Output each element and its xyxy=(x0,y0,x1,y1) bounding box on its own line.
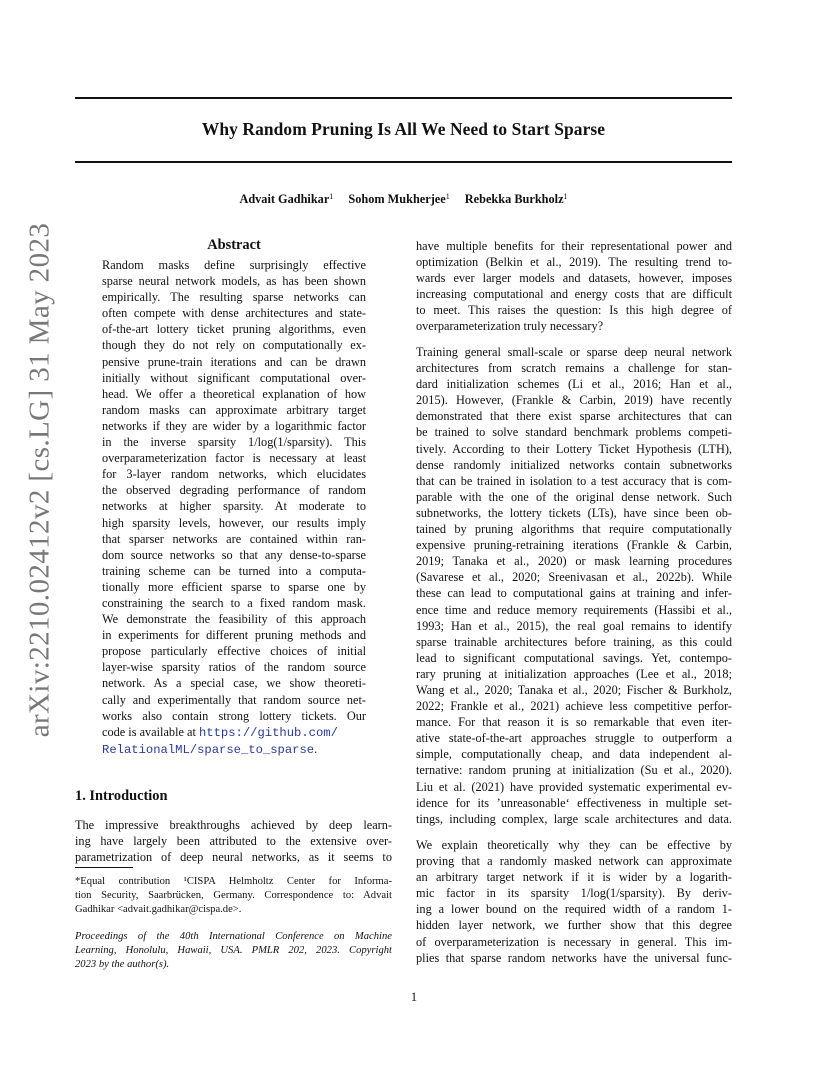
abstract-line: of-the-art lottery ticket pruning algorithms, even xyxy=(102,322,366,337)
abstract-line: in the inverse sparsity 1/log(1/sparsity). This xyxy=(102,435,366,450)
abstract-body xyxy=(102,257,366,758)
abstract-line: dom source networks so that any dense-to-sparse xyxy=(102,547,366,562)
author-name: Sohom Mukherjee xyxy=(348,192,446,206)
body-line: of overparameterization is necessary in general. This im- xyxy=(416,934,732,949)
paper-title: Why Random Pruning Is All We Need to Start Sparse xyxy=(201,119,606,139)
body-line: tively. According to their Lottery Ticket Hypothesis (LTH), xyxy=(416,441,732,456)
abstract-line: layer-wise sparsity ratios of the random source xyxy=(102,660,366,675)
body-line: Training general small-scale or sparse deep neural network xyxy=(416,345,732,359)
body-line: tings, including complex, large scale architectures and data. xyxy=(416,811,732,826)
arxiv-identifier: arXiv:2210.02412v2 [cs.LG] 31 May 2023 xyxy=(23,222,56,738)
abstract-line: though they do not rely on computationally ex- xyxy=(102,338,366,353)
abstract-line: random masks can approximate arbitrary target xyxy=(102,402,366,417)
proceedings-note xyxy=(75,930,392,971)
footnote-affiliations xyxy=(75,875,392,916)
introduction-body xyxy=(75,817,392,865)
abstract-line: tionally more efficient sparse to sparse one by xyxy=(102,579,366,594)
body-line: hidden layer network, we further show that this degree xyxy=(416,918,732,933)
body-line: rary pruning at initialization approaches (Lee et al., 2018; xyxy=(416,666,732,681)
abstract-line: overparameterization factor is necessary at least xyxy=(102,451,366,466)
body-line: Liu et al. (2021) have provided systematic experimental ev- xyxy=(416,779,732,794)
body-line: 2015). However, (Frankle & Carbin, 2019) have recently xyxy=(416,393,732,408)
body-line: mance. For that reason it is so remarkable that even iter- xyxy=(416,715,732,730)
right-column-paragraph-2 xyxy=(416,344,732,827)
page-number: 1 xyxy=(410,990,418,1004)
abstract-line: often compete with dense architectures and state- xyxy=(102,306,366,321)
body-line: 1993; Han et al., 2015), the real goal remains to identify xyxy=(416,618,732,633)
abstract-line: We demonstrate the feasibility of this approach xyxy=(102,612,366,627)
abstract-heading: Abstract xyxy=(207,237,261,253)
right-column-paragraph-3 xyxy=(416,837,732,966)
body-line: demonstrated that there exist sparse architectures that can xyxy=(416,409,732,424)
section-heading-introduction: 1. Introduction xyxy=(75,788,168,804)
body-line: dard initialization schemes (Li et al., 2016; Han et al., xyxy=(416,377,732,392)
intro-line: parametrization of deep neural networks, as it seems to xyxy=(75,850,392,865)
abstract-line: sparse neural network models, as has been shown xyxy=(102,274,366,289)
body-line: ing a lower bound on the required width of a random 1- xyxy=(416,902,732,917)
body-line: idence for its ’unreasonable‘ effectiveness in multiple set- xyxy=(416,795,732,810)
body-line: architectures from scratch remains a challenge for stan- xyxy=(416,361,732,376)
body-line: ternative: random pruning at initialization (Su et al., 2020). xyxy=(416,763,732,778)
footnote-line: tion Security, Saarbrücken, Germany. Correspondence to: Advait xyxy=(75,889,392,901)
abstract-line: for 3-layer random networks, which elucidates xyxy=(102,467,366,482)
author-list xyxy=(75,192,732,207)
abstract-line: pensive prune-train iterations and can be drawn xyxy=(102,354,366,369)
body-line: be trained to solve standard benchmark problems competi- xyxy=(416,425,732,440)
author-affiliation: 1 xyxy=(329,192,334,201)
body-line: expensive pruning-retraining iterations (Frankle & Carbin, xyxy=(416,538,732,553)
abstract-line: high sparsity levels, however, our results imply xyxy=(102,515,366,530)
body-line: proving that a randomly masked network can approximate xyxy=(416,854,732,869)
body-line: wards ever larger models and datasets, however, imposes xyxy=(416,271,732,286)
proceedings-line: Learning, Honolulu, Hawaii, USA. PMLR 202, 2023. Copyright xyxy=(75,944,392,956)
author-name: Rebekka Burkholz xyxy=(464,192,564,206)
abstract-line: networks at higher sparsity. At moderate to xyxy=(102,499,366,514)
body-line: 2022; Frankle et al., 2021) achieve less competitive perfor- xyxy=(416,699,732,714)
abstract-line: initially without significant computational over- xyxy=(102,370,366,385)
abstract-url-line: RelationalML/sparse_to_sparse. xyxy=(102,741,318,757)
body-line: parable with the one of the original dense network. Such xyxy=(416,489,732,504)
author-name: Advait Gadhikar xyxy=(239,192,330,206)
body-line: ence time and reduce memory requirements (Hassibi et al., xyxy=(416,602,732,617)
body-line: We explain theoretically why they can be effective by xyxy=(416,838,732,852)
body-line: have multiple benefits for their representational power and xyxy=(416,239,732,253)
abstract-line: the observed degrading performance of random xyxy=(102,483,366,498)
body-line: Wang et al., 2020; Tanaka et al., 2020; Fischer & Burkholz, xyxy=(416,682,732,697)
abstract-line-with-url: code is available at https://github.com/ xyxy=(102,724,338,740)
abstract-line: propose particularly effective choices of initial xyxy=(102,644,366,659)
body-line: overparameterization truly necessary? xyxy=(416,319,604,334)
title-rule xyxy=(75,161,732,163)
intro-line: ing have largely been attributed to the extensive over- xyxy=(75,834,392,849)
abstract-line: network. As a special case, we show theoreti- xyxy=(102,676,366,691)
body-line: lead to significant computational savings. Yet, contempo- xyxy=(416,650,732,665)
proceedings-line: Proceedings of the 40th International Conference on Machine xyxy=(75,931,392,942)
abstract-line: constraining the search to a fixed random mask. xyxy=(102,595,366,610)
footnote-rule xyxy=(75,867,133,868)
body-line: subnetworks, the lottery tickets (LTs), have since been ob- xyxy=(416,505,732,520)
proceedings-line: 2023 by the author(s). xyxy=(75,958,170,970)
abstract-line: works also contain strong lottery tickets. Our xyxy=(102,708,366,723)
body-line: to meet. This raises the question: Is this high degree of xyxy=(416,303,732,318)
code-url-link-continued[interactable]: RelationalML/sparse_to_sparse xyxy=(102,742,315,757)
body-line: simple, computationally cheap, and data independent al- xyxy=(416,747,732,762)
top-rule xyxy=(75,97,732,99)
intro-line: The impressive breakthroughs achieved by deep learn- xyxy=(75,818,392,832)
footnote-line: *Equal contribution ¹CISPA Helmholtz Center for Informa- xyxy=(75,876,392,887)
author-affiliation: 1 xyxy=(445,192,450,201)
abstract-line: networks if they are wider by a logarithmic factor xyxy=(102,418,366,433)
body-line: increasing computational and energy costs that are difficult xyxy=(416,287,732,302)
body-line: an arbitrary target network if it is wider by a logarith- xyxy=(416,870,732,885)
author-affiliation: 1 xyxy=(563,192,568,201)
abstract-line: that sparser networks are contained within ran- xyxy=(102,531,366,546)
body-line: mic factor in its sparsity 1/log(1/sparsity). By deriv- xyxy=(416,886,732,901)
abstract-line: in experiments for different pruning methods and xyxy=(102,628,366,643)
body-line: that can be trained in isolation to a test accuracy that is com- xyxy=(416,473,732,488)
footnote-line: Gadhikar <advait.gadhikar@cispa.de>. xyxy=(75,903,242,915)
body-line: plies that sparse random networks have the universal func- xyxy=(416,950,732,965)
abstract-line: head. We offer a theoretical explanation of how xyxy=(102,386,366,401)
body-line: tained by pruning algorithms that require computationally xyxy=(416,522,732,537)
body-line: (Savarese et al., 2020; Sreenivasan et al., 2022b). While xyxy=(416,570,732,585)
body-line: ative state-of-the-art approaches struggle to outperform a xyxy=(416,731,732,746)
abstract-line: Random masks define surprisingly effective xyxy=(102,258,366,272)
right-column-paragraph-1 xyxy=(416,238,732,335)
code-url-link[interactable]: https://github.com/ xyxy=(198,725,338,740)
abstract-line: cally and experimentally that random source net- xyxy=(102,692,366,707)
body-line: 2019; Tanaka et al., 2020) or mask learning procedures xyxy=(416,554,732,569)
body-line: dense randomly initialized networks contain subnetworks xyxy=(416,457,732,472)
body-line: optimization (Belkin et al., 2019). The resulting trend to- xyxy=(416,255,732,270)
body-line: these can lead to computational gains at training and infer- xyxy=(416,586,732,601)
body-line: sparse trainable architectures before training, as this could xyxy=(416,634,732,649)
abstract-line: empirically. The resulting sparse networks can xyxy=(102,290,366,305)
abstract-line: training scheme can be turned into a computa- xyxy=(102,563,366,578)
